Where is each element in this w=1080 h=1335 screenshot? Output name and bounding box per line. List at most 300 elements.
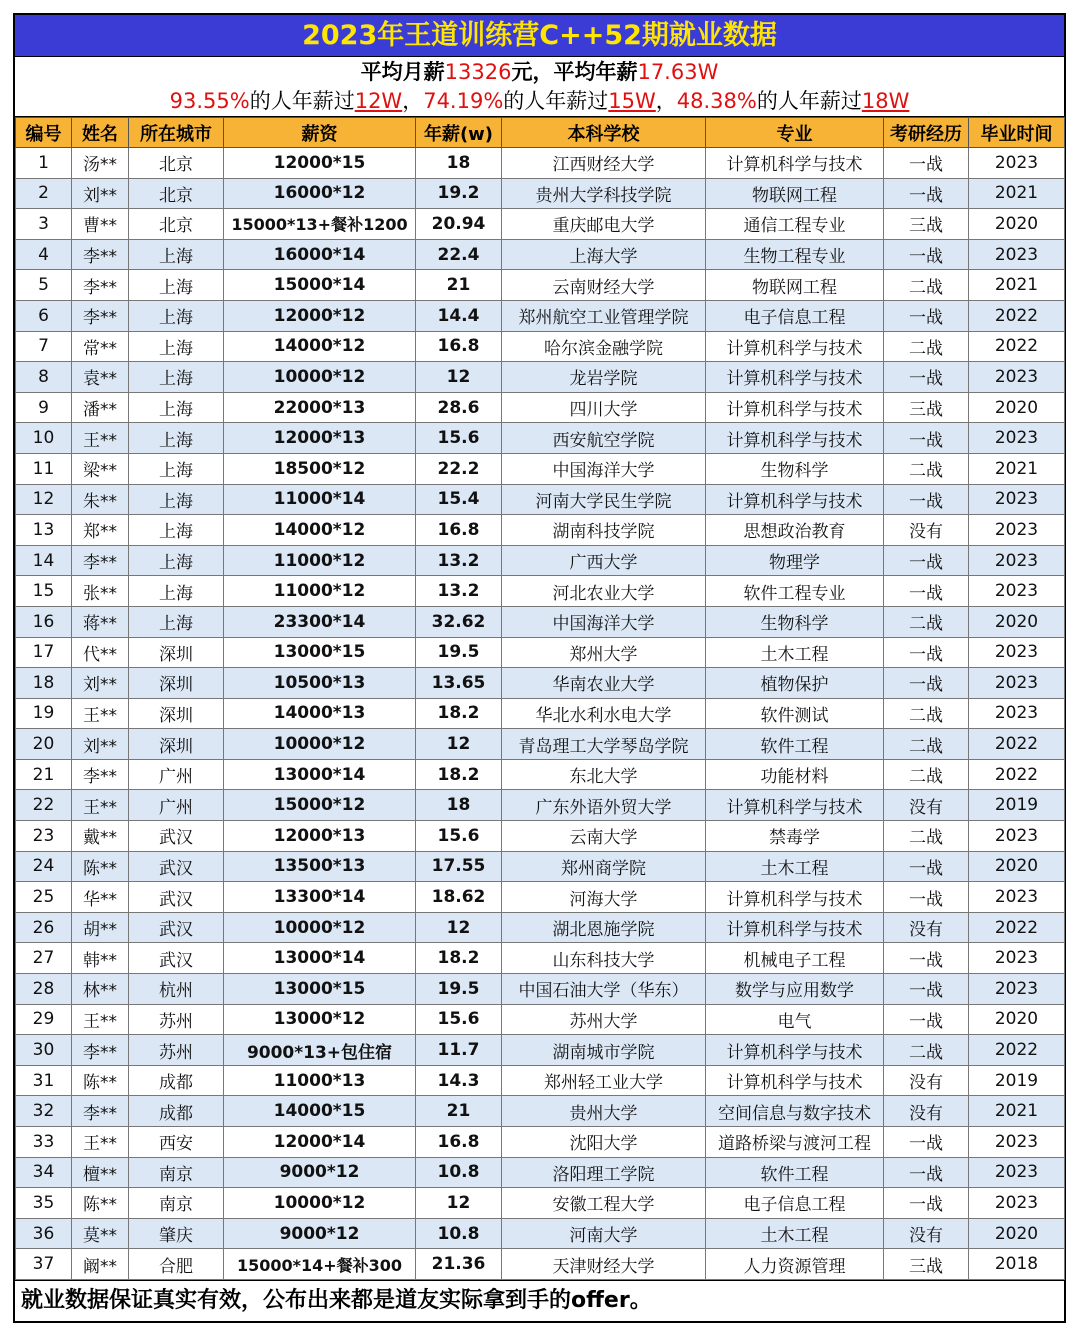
cell-city: 北京	[129, 148, 224, 179]
cell-city: 南京	[129, 1188, 224, 1219]
cell-name: 华**	[72, 882, 129, 913]
table-row	[16, 912, 1065, 943]
cell-salary: 10000*12	[224, 362, 416, 393]
cell-salary: 15000*13+餐补1200	[224, 209, 416, 240]
cell-university: 中国海洋大学	[502, 606, 706, 637]
cell-annual-salary: 21	[416, 1096, 502, 1127]
cell-graduation-year: 2023	[969, 239, 1065, 270]
cell-name: 檀**	[72, 1157, 129, 1188]
table-row	[16, 637, 1065, 668]
cell-graduation-year: 2023	[969, 974, 1065, 1005]
cell-annual-salary: 18.2	[416, 943, 502, 974]
cell-name: 张**	[72, 576, 129, 607]
cell-salary: 13000*15	[224, 974, 416, 1005]
cell-id: 26	[16, 912, 72, 943]
cell-graduation-year: 2023	[969, 698, 1065, 729]
cell-graduation-year: 2019	[969, 790, 1065, 821]
cell-university: 河南大学	[502, 1218, 706, 1249]
cell-graduation-year: 2023	[969, 484, 1065, 515]
cell-major: 土木工程	[706, 1218, 884, 1249]
cell-salary: 16000*14	[224, 239, 416, 270]
cell-city: 武汉	[129, 821, 224, 852]
cell-salary: 12000*13	[224, 423, 416, 454]
cell-id: 23	[16, 821, 72, 852]
cell-major: 计算机科学与技术	[706, 790, 884, 821]
cell-id: 34	[16, 1157, 72, 1188]
cell-exam-attempts: 三战	[884, 209, 969, 240]
cell-university: 苏州大学	[502, 1004, 706, 1035]
cell-id: 15	[16, 576, 72, 607]
cell-id: 35	[16, 1188, 72, 1219]
cell-id: 28	[16, 974, 72, 1005]
cell-name: 常**	[72, 331, 129, 362]
cell-salary: 13000*12	[224, 1004, 416, 1035]
cell-city: 上海	[129, 300, 224, 331]
threshold-18w: 18W	[861, 89, 910, 113]
cell-major: 电子信息工程	[706, 300, 884, 331]
cell-city: 深圳	[129, 668, 224, 699]
cell-annual-salary: 11.7	[416, 1035, 502, 1066]
cell-major: 软件工程专业	[706, 576, 884, 607]
cell-salary: 12000*14	[224, 1127, 416, 1158]
pct-over-18w: 48.38%	[676, 89, 757, 113]
cell-graduation-year: 2023	[969, 545, 1065, 576]
cell-exam-attempts: 一战	[884, 362, 969, 393]
cell-name: 陈**	[72, 1065, 129, 1096]
cell-graduation-year: 2023	[969, 423, 1065, 454]
cell-exam-attempts: 一战	[884, 423, 969, 454]
cell-university: 郑州轻工业大学	[502, 1065, 706, 1096]
cell-annual-salary: 12	[416, 362, 502, 393]
cell-university: 青岛理工大学琴岛学院	[502, 729, 706, 760]
cell-name: 王**	[72, 790, 129, 821]
cell-id: 36	[16, 1218, 72, 1249]
cell-major: 人力资源管理	[706, 1249, 884, 1280]
cell-annual-salary: 10.8	[416, 1218, 502, 1249]
table-row	[16, 974, 1065, 1005]
cell-city: 上海	[129, 576, 224, 607]
cell-salary: 9000*12	[224, 1157, 416, 1188]
cell-city: 武汉	[129, 943, 224, 974]
cell-exam-attempts: 三战	[884, 1249, 969, 1280]
cell-annual-salary: 12	[416, 912, 502, 943]
cell-name: 李**	[72, 239, 129, 270]
cell-exam-attempts: 没有	[884, 1096, 969, 1127]
cell-major: 土木工程	[706, 637, 884, 668]
cell-university: 江西财经大学	[502, 148, 706, 179]
table-row	[16, 1065, 1065, 1096]
cell-graduation-year: 2022	[969, 1035, 1065, 1066]
cell-city: 深圳	[129, 698, 224, 729]
cell-city: 上海	[129, 239, 224, 270]
cell-name: 李**	[72, 270, 129, 301]
avg-annual-salary: 17.63W	[637, 60, 719, 84]
cell-salary: 15000*12	[224, 790, 416, 821]
cell-name: 朱**	[72, 484, 129, 515]
table-row	[16, 821, 1065, 852]
column-header-name: 姓名	[72, 118, 129, 148]
average-salary-summary	[15, 57, 1064, 87]
column-header-university: 本科学校	[502, 118, 706, 148]
cell-city: 上海	[129, 423, 224, 454]
cell-salary: 13000*14	[224, 759, 416, 790]
cell-city: 成都	[129, 1065, 224, 1096]
cell-university: 沈阳大学	[502, 1127, 706, 1158]
cell-name: 汤**	[72, 148, 129, 179]
cell-salary: 12000*12	[224, 300, 416, 331]
summary-separator: ，	[655, 89, 677, 113]
cell-city: 上海	[129, 545, 224, 576]
table-row	[16, 1218, 1065, 1249]
cell-name: 刘**	[72, 668, 129, 699]
cell-major: 计算机科学与技术	[706, 484, 884, 515]
column-header-exam-attempts: 考研经历	[884, 118, 969, 148]
cell-exam-attempts: 没有	[884, 1218, 969, 1249]
column-header-graduation-year: 毕业时间	[969, 118, 1065, 148]
cell-id: 1	[16, 148, 72, 179]
cell-name: 王**	[72, 698, 129, 729]
cell-graduation-year: 2023	[969, 1157, 1065, 1188]
cell-name: 莫**	[72, 1218, 129, 1249]
column-header-city: 所在城市	[129, 118, 224, 148]
cell-university: 广东外语外贸大学	[502, 790, 706, 821]
cell-graduation-year: 2020	[969, 209, 1065, 240]
cell-salary: 14000*13	[224, 698, 416, 729]
cell-graduation-year: 2018	[969, 1249, 1065, 1280]
cell-id: 29	[16, 1004, 72, 1035]
cell-exam-attempts: 一战	[884, 239, 969, 270]
cell-major: 植物保护	[706, 668, 884, 699]
cell-salary: 13500*13	[224, 851, 416, 882]
cell-university: 云南财经大学	[502, 270, 706, 301]
table-row	[16, 148, 1065, 179]
table-row	[16, 1004, 1065, 1035]
cell-city: 上海	[129, 392, 224, 423]
cell-exam-attempts: 一战	[884, 668, 969, 699]
column-header-salary: 薪资	[224, 118, 416, 148]
cell-graduation-year: 2023	[969, 515, 1065, 546]
cell-graduation-year: 2023	[969, 668, 1065, 699]
cell-graduation-year: 2022	[969, 331, 1065, 362]
cell-major: 生物工程专业	[706, 239, 884, 270]
cell-graduation-year: 2021	[969, 1096, 1065, 1127]
cell-exam-attempts: 一战	[884, 882, 969, 913]
cell-city: 肇庆	[129, 1218, 224, 1249]
cell-exam-attempts: 没有	[884, 912, 969, 943]
column-header-annual-salary: 年薪(w)	[416, 118, 502, 148]
cell-city: 广州	[129, 759, 224, 790]
cell-city: 广州	[129, 790, 224, 821]
cell-annual-salary: 18	[416, 790, 502, 821]
cell-name: 李**	[72, 300, 129, 331]
cell-city: 深圳	[129, 637, 224, 668]
cell-city: 合肥	[129, 1249, 224, 1280]
cell-annual-salary: 14.4	[416, 300, 502, 331]
cell-name: 陈**	[72, 1188, 129, 1219]
cell-salary: 11000*14	[224, 484, 416, 515]
table-row	[16, 453, 1065, 484]
cell-salary: 16000*12	[224, 178, 416, 209]
cell-city: 深圳	[129, 729, 224, 760]
cell-exam-attempts: 一战	[884, 1004, 969, 1035]
cell-exam-attempts: 一战	[884, 943, 969, 974]
cell-major: 生物科学	[706, 453, 884, 484]
cell-id: 19	[16, 698, 72, 729]
cell-university: 华北水利水电大学	[502, 698, 706, 729]
cell-annual-salary: 12	[416, 1188, 502, 1219]
cell-annual-salary: 16.8	[416, 1127, 502, 1158]
cell-graduation-year: 2023	[969, 943, 1065, 974]
cell-graduation-year: 2023	[969, 1127, 1065, 1158]
sheet-title: 2023年王道训练营C++52期就业数据	[15, 15, 1064, 57]
cell-name: 王**	[72, 423, 129, 454]
cell-annual-salary: 21	[416, 270, 502, 301]
table-row	[16, 270, 1065, 301]
cell-city: 上海	[129, 606, 224, 637]
cell-annual-salary: 22.4	[416, 239, 502, 270]
cell-annual-salary: 19.2	[416, 178, 502, 209]
cell-salary: 12000*15	[224, 148, 416, 179]
cell-major: 功能材料	[706, 759, 884, 790]
cell-graduation-year: 2020	[969, 1004, 1065, 1035]
cell-university: 西安航空学院	[502, 423, 706, 454]
summary-text: 的人年薪过	[503, 89, 609, 113]
cell-salary: 11000*12	[224, 545, 416, 576]
cell-annual-salary: 16.8	[416, 331, 502, 362]
cell-major: 软件测试	[706, 698, 884, 729]
cell-id: 12	[16, 484, 72, 515]
cell-city: 苏州	[129, 1035, 224, 1066]
table-row	[16, 1157, 1065, 1188]
cell-exam-attempts: 二战	[884, 729, 969, 760]
cell-university: 贵州大学	[502, 1096, 706, 1127]
cell-exam-attempts: 没有	[884, 515, 969, 546]
cell-name: 李**	[72, 1096, 129, 1127]
cell-exam-attempts: 一战	[884, 1188, 969, 1219]
cell-id: 37	[16, 1249, 72, 1280]
cell-name: 阚**	[72, 1249, 129, 1280]
table-row	[16, 545, 1065, 576]
cell-university: 中国海洋大学	[502, 453, 706, 484]
cell-salary: 10000*12	[224, 729, 416, 760]
table-row	[16, 668, 1065, 699]
cell-major: 计算机科学与技术	[706, 331, 884, 362]
cell-major: 计算机科学与技术	[706, 423, 884, 454]
cell-university: 郑州大学	[502, 637, 706, 668]
cell-city: 上海	[129, 362, 224, 393]
cell-exam-attempts: 二战	[884, 821, 969, 852]
cell-annual-salary: 22.2	[416, 453, 502, 484]
cell-name: 蒋**	[72, 606, 129, 637]
cell-exam-attempts: 二战	[884, 1035, 969, 1066]
cell-id: 9	[16, 392, 72, 423]
cell-id: 3	[16, 209, 72, 240]
table-row	[16, 698, 1065, 729]
footer-note: 就业数据保证真实有效，公布出来都是道友实际拿到手的offer。	[15, 1280, 1064, 1321]
cell-name: 戴**	[72, 821, 129, 852]
table-row	[16, 882, 1065, 913]
cell-id: 30	[16, 1035, 72, 1066]
cell-graduation-year: 2023	[969, 576, 1065, 607]
cell-graduation-year: 2021	[969, 178, 1065, 209]
cell-annual-salary: 12	[416, 729, 502, 760]
table-row	[16, 239, 1065, 270]
cell-id: 2	[16, 178, 72, 209]
cell-id: 20	[16, 729, 72, 760]
cell-id: 13	[16, 515, 72, 546]
cell-university: 华南农业大学	[502, 668, 706, 699]
cell-major: 计算机科学与技术	[706, 392, 884, 423]
table-row	[16, 1096, 1065, 1127]
cell-exam-attempts: 一战	[884, 974, 969, 1005]
cell-annual-salary: 32.62	[416, 606, 502, 637]
cell-salary: 13000*15	[224, 637, 416, 668]
table-row	[16, 362, 1065, 393]
cell-name: 刘**	[72, 729, 129, 760]
cell-name: 王**	[72, 1127, 129, 1158]
cell-university: 河南大学民生学院	[502, 484, 706, 515]
cell-salary: 14000*12	[224, 331, 416, 362]
cell-major: 空间信息与数字技术	[706, 1096, 884, 1127]
table-row	[16, 729, 1065, 760]
table-row	[16, 209, 1065, 240]
cell-salary: 13000*14	[224, 943, 416, 974]
cell-id: 7	[16, 331, 72, 362]
cell-id: 5	[16, 270, 72, 301]
cell-name: 李**	[72, 759, 129, 790]
cell-annual-salary: 21.36	[416, 1249, 502, 1280]
cell-university: 东北大学	[502, 759, 706, 790]
cell-annual-salary: 10.8	[416, 1157, 502, 1188]
threshold-12w: 12W	[354, 89, 403, 113]
cell-graduation-year: 2021	[969, 453, 1065, 484]
cell-major: 软件工程	[706, 729, 884, 760]
cell-exam-attempts: 二战	[884, 698, 969, 729]
cell-salary: 10000*12	[224, 912, 416, 943]
cell-id: 11	[16, 453, 72, 484]
cell-exam-attempts: 一战	[884, 300, 969, 331]
cell-name: 李**	[72, 1035, 129, 1066]
cell-annual-salary: 15.6	[416, 423, 502, 454]
cell-salary: 15000*14	[224, 270, 416, 301]
cell-annual-salary: 15.4	[416, 484, 502, 515]
cell-major: 计算机科学与技术	[706, 362, 884, 393]
cell-university: 郑州航空工业管理学院	[502, 300, 706, 331]
cell-city: 杭州	[129, 974, 224, 1005]
summary-text: 的人年薪过	[249, 89, 355, 113]
cell-major: 数学与应用数学	[706, 974, 884, 1005]
cell-salary: 11000*12	[224, 576, 416, 607]
cell-id: 14	[16, 545, 72, 576]
cell-id: 10	[16, 423, 72, 454]
cell-graduation-year: 2022	[969, 300, 1065, 331]
cell-name: 潘**	[72, 392, 129, 423]
cell-annual-salary: 19.5	[416, 637, 502, 668]
cell-major: 电气	[706, 1004, 884, 1035]
cell-graduation-year: 2023	[969, 637, 1065, 668]
cell-university: 龙岩学院	[502, 362, 706, 393]
table-row	[16, 1127, 1065, 1158]
cell-annual-salary: 13.2	[416, 545, 502, 576]
cell-graduation-year: 2023	[969, 882, 1065, 913]
cell-exam-attempts: 二战	[884, 270, 969, 301]
cell-salary: 14000*15	[224, 1096, 416, 1127]
cell-city: 武汉	[129, 882, 224, 913]
table-row	[16, 943, 1065, 974]
cell-id: 8	[16, 362, 72, 393]
cell-university: 山东科技大学	[502, 943, 706, 974]
table-row	[16, 178, 1065, 209]
cell-major: 物理学	[706, 545, 884, 576]
cell-graduation-year: 2023	[969, 1188, 1065, 1219]
cell-major: 机械电子工程	[706, 943, 884, 974]
cell-id: 22	[16, 790, 72, 821]
cell-city: 上海	[129, 515, 224, 546]
cell-exam-attempts: 一战	[884, 637, 969, 668]
cell-name: 王**	[72, 1004, 129, 1035]
cell-graduation-year: 2020	[969, 1218, 1065, 1249]
cell-university: 中国石油大学（华东）	[502, 974, 706, 1005]
cell-city: 上海	[129, 270, 224, 301]
table-row	[16, 484, 1065, 515]
cell-name: 曹**	[72, 209, 129, 240]
cell-major: 生物科学	[706, 606, 884, 637]
cell-university: 湖南城市学院	[502, 1035, 706, 1066]
cell-graduation-year: 2023	[969, 362, 1065, 393]
cell-university: 哈尔滨金融学院	[502, 331, 706, 362]
summary-separator: ，	[402, 89, 424, 113]
table-header-row	[16, 118, 1065, 148]
cell-exam-attempts: 一战	[884, 148, 969, 179]
cell-university: 湖南科技学院	[502, 515, 706, 546]
cell-id: 16	[16, 606, 72, 637]
cell-name: 李**	[72, 545, 129, 576]
cell-name: 韩**	[72, 943, 129, 974]
cell-id: 6	[16, 300, 72, 331]
cell-university: 洛阳理工学院	[502, 1157, 706, 1188]
cell-salary: 22000*13	[224, 392, 416, 423]
cell-graduation-year: 2019	[969, 1065, 1065, 1096]
cell-id: 27	[16, 943, 72, 974]
cell-salary: 14000*12	[224, 515, 416, 546]
cell-city: 南京	[129, 1157, 224, 1188]
pct-over-15w: 74.19%	[423, 89, 504, 113]
cell-exam-attempts: 二战	[884, 331, 969, 362]
cell-salary: 15000*14+餐补300	[224, 1249, 416, 1280]
table-row	[16, 1188, 1065, 1219]
cell-major: 计算机科学与技术	[706, 148, 884, 179]
cell-city: 北京	[129, 209, 224, 240]
cell-university: 重庆邮电大学	[502, 209, 706, 240]
cell-salary: 9000*13+包住宿	[224, 1035, 416, 1066]
cell-exam-attempts: 一战	[884, 851, 969, 882]
cell-graduation-year: 2023	[969, 821, 1065, 852]
cell-city: 西安	[129, 1127, 224, 1158]
cell-major: 通信工程专业	[706, 209, 884, 240]
table-row	[16, 392, 1065, 423]
cell-id: 4	[16, 239, 72, 270]
cell-annual-salary: 13.2	[416, 576, 502, 607]
cell-name: 郑**	[72, 515, 129, 546]
cell-id: 18	[16, 668, 72, 699]
cell-exam-attempts: 一战	[884, 545, 969, 576]
cell-name: 胡**	[72, 912, 129, 943]
table-row	[16, 423, 1065, 454]
cell-exam-attempts: 二战	[884, 606, 969, 637]
avg-monthly-salary: 13326	[444, 60, 512, 84]
cell-exam-attempts: 一战	[884, 484, 969, 515]
cell-exam-attempts: 一战	[884, 576, 969, 607]
